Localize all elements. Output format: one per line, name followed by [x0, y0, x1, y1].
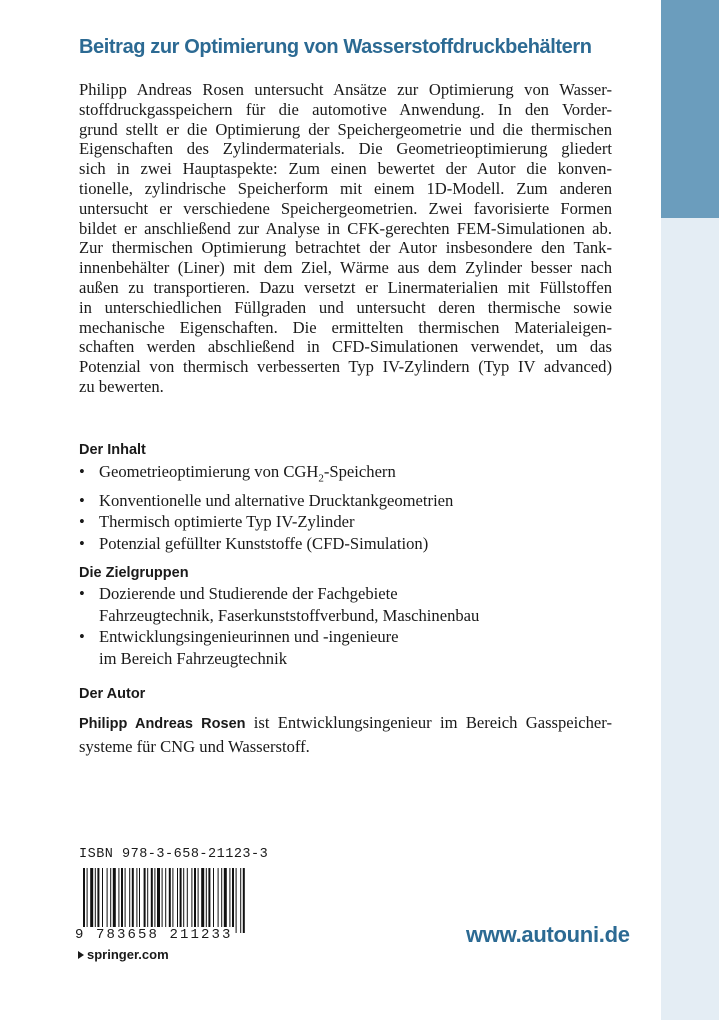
barcode-bar [154, 868, 155, 933]
intro-line: bildet er anschließend zur Analyse in CFK-gerechten FEM-Simulationen ab. [79, 218, 612, 238]
barcode [82, 868, 248, 933]
author-name: Philipp Andreas Rosen [79, 716, 246, 732]
intro-line: stoffdruckgasspeichern für die automotive Anwendung. In den Vorder- [79, 99, 612, 119]
barcode-bar [206, 868, 207, 933]
list-item-line: im Bereich Fahrzeugtechnik [99, 648, 287, 668]
author-line [79, 712, 612, 736]
barcode-bar [139, 868, 140, 933]
intro-line: außen zu transportieren. Dazu versetzt er Linermaterialien mit Füllstoffen [79, 277, 612, 297]
barcode-bar [194, 868, 196, 933]
intro-line: in unterschiedlichen Füllgraden und untersucht deren thermische sowie [79, 297, 612, 317]
barcode-bar [132, 868, 134, 933]
intro-line: grund stellt er die Optimierung der Speichergeometrie und die thermischen [79, 119, 612, 139]
intro-line: Potenzial von thermisch verbesserten Typ IV-Zylindern (Typ IV advanced) [79, 357, 612, 377]
barcode-bar [177, 868, 178, 933]
author-paragraph [79, 712, 612, 757]
barcode-bar [151, 868, 153, 933]
list-item: • Thermisch optimierte Typ IV-Zylinder [79, 511, 453, 533]
barcode-bar [90, 868, 93, 933]
audience-heading: Die Zielgruppen [79, 565, 189, 581]
barcode-bar [97, 868, 99, 933]
barcode-bar [213, 868, 214, 933]
side-color-tab [661, 0, 719, 218]
author-heading: Der Autor [79, 686, 146, 702]
barcode-bar [144, 868, 146, 933]
intro-line: tionelle, zylindrische Speicherform mit einem 1D-Modell. Zum anderen [79, 178, 612, 198]
audience-list [79, 583, 479, 669]
list-item-text: -Speichern [323, 462, 396, 481]
subscript: 2 [318, 472, 324, 485]
barcode-bar [183, 868, 184, 933]
barcode-bar [187, 868, 188, 933]
barcode-bar [224, 868, 227, 933]
list-item-line: • Entwicklungsingenieurinnen und -ingenieure [99, 627, 399, 646]
barcode-bar [232, 868, 234, 933]
list-item-line: • Dozierende und Studierende der Fachgebiete [99, 584, 398, 603]
barcode-bar [110, 868, 111, 933]
website-link[interactable]: www.autouni.de [466, 922, 630, 947]
barcode-bar [162, 868, 163, 933]
barcode-bar [118, 868, 119, 933]
barcode-bar [198, 868, 199, 933]
publisher-link[interactable] [78, 947, 169, 962]
publisher-label: springer.com [87, 947, 169, 962]
barcode-bar [221, 868, 222, 933]
list-item [79, 583, 479, 626]
list-item: • Potenzial gefüllter Kunststoffe (CFD-Simulation) [79, 533, 453, 555]
intro-line: mechanische Eigenschaften. Die ermittelten thermischen Materialeigen- [79, 317, 612, 337]
barcode-bar [125, 868, 126, 933]
book-title: Beitrag zur Optimierung von Wasserstoffdruckbehältern [79, 36, 592, 58]
intro-line: Zur thermischen Optimierung betrachtet der Autor insbesondere den Tank- [79, 238, 612, 258]
author-line-rest: ist Entwicklungsingenieur im Bereich Gasspeicher- [245, 713, 612, 732]
barcode-bar [107, 868, 108, 933]
barcode-bar [95, 868, 96, 933]
barcode-bar [172, 868, 173, 933]
barcode-bar [157, 868, 160, 933]
list-item: • Konventionelle und alternative Drucktankgeometrien [79, 490, 453, 512]
intro-line: sich in zwei Hauptaspekte: Zum einen bewertet der Autor die konven- [79, 159, 612, 179]
barcode-bar [180, 868, 182, 933]
list-item-text: Geometrieoptimierung von CGH [99, 462, 319, 481]
barcode-number: 9 783658 211233 [75, 927, 233, 943]
barcode-bar [191, 868, 192, 933]
intro-paragraph [79, 80, 612, 397]
list-item [79, 461, 453, 490]
barcode-bar [129, 868, 130, 933]
intro-line: zu bewerten. [79, 376, 164, 396]
intro-line: Philipp Andreas Rosen untersucht Ansätze zur Optimierung von Wasser- [79, 80, 612, 99]
barcode-bar [240, 868, 241, 933]
barcode-bar [136, 868, 137, 933]
barcode-bar [218, 868, 219, 933]
contents-list [79, 461, 453, 554]
intro-line: Eigenschaften des Zylindermaterials. Die Geometrieoptimierung gliedert [79, 139, 612, 159]
barcode-bar [229, 868, 230, 933]
barcode-bar [236, 868, 237, 933]
intro-line: schaften werden abschließend in CFD-Simulationen verwendet, um das [79, 337, 612, 357]
barcode-bar [169, 868, 171, 933]
arrow-icon [78, 951, 84, 959]
barcode-bar [121, 868, 123, 933]
barcode-bar [87, 868, 88, 933]
isbn-text: ISBN 978-3-658-21123-3 [79, 847, 269, 862]
barcode-bar [208, 868, 210, 933]
list-item-line: Fahrzeugtechnik, Faserkunststoffverbund, Maschinenbau [99, 605, 480, 625]
barcode-bar [243, 868, 245, 933]
barcode-bar [165, 868, 166, 933]
intro-line: untersucht er verschiedene Speichergeometrien. Zwei favorisierte Formen [79, 198, 612, 218]
list-item [79, 626, 479, 669]
barcode-bar [201, 868, 204, 933]
barcode-bar [83, 868, 85, 933]
barcode-bar [147, 868, 148, 933]
author-line: systeme für CNG und Wasserstoff. [79, 736, 310, 756]
contents-heading: Der Inhalt [79, 442, 146, 458]
intro-line: innenbehälter (Liner) mit dem Ziel, Wärme aus dem Zylinder besser nach [79, 258, 612, 278]
barcode-bar [113, 868, 116, 933]
barcode-bar [102, 868, 103, 933]
